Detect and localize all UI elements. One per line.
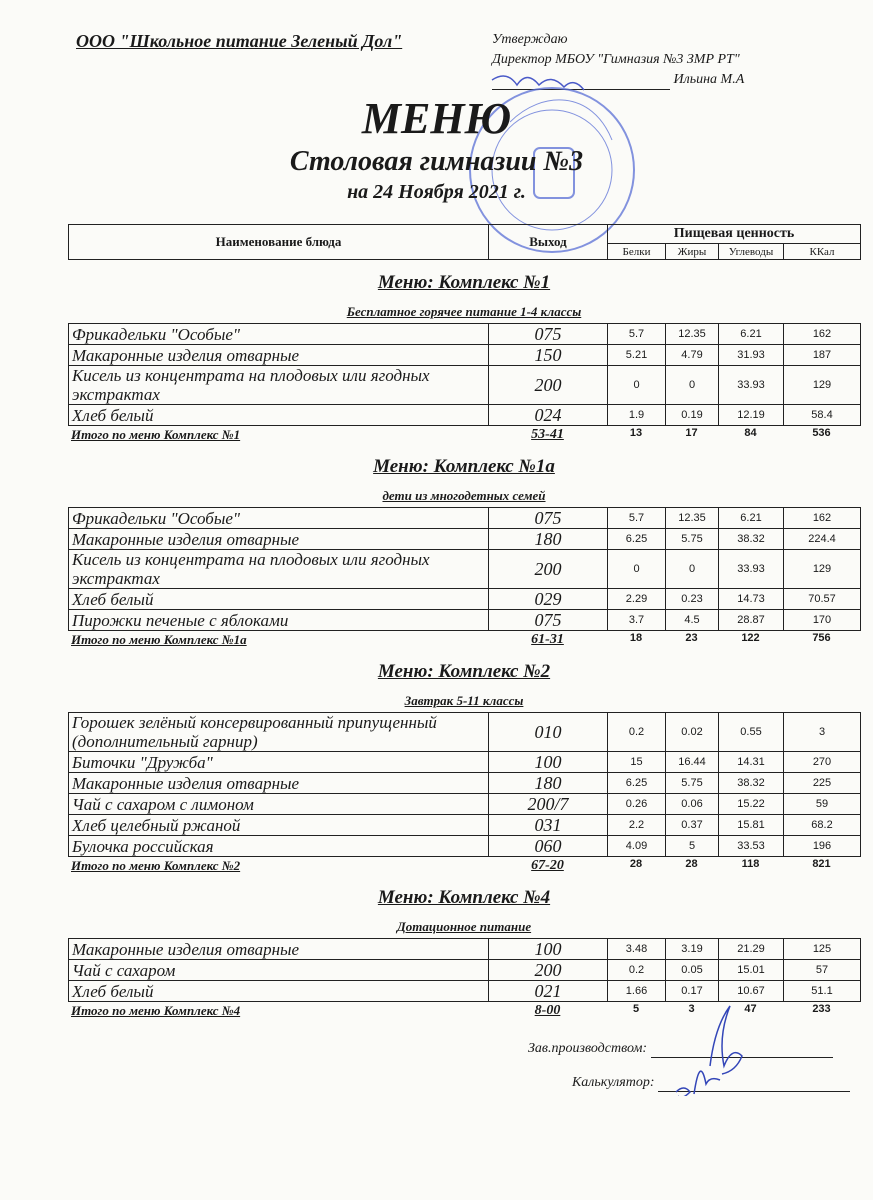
dish-output: 200 — [489, 366, 608, 405]
table-row — [69, 405, 861, 426]
dish-carbs: 38.32 — [719, 773, 784, 794]
total-protein: 18 — [629, 632, 643, 644]
approve-label: Утверждаю — [492, 32, 568, 47]
total-fat: 3 — [688, 1003, 695, 1015]
dish-name: Хлеб белый — [69, 589, 489, 610]
dish-name: Хлеб белый — [69, 981, 489, 1002]
dish-protein: 2.29 — [608, 589, 666, 610]
total-label: Итого по меню Комплекс №1 — [71, 427, 241, 442]
menu-table — [68, 507, 861, 631]
dish-output: 200 — [489, 960, 608, 981]
menu-table — [68, 323, 861, 426]
dish-name: Пирожки печеные с яблоками — [69, 610, 489, 631]
dish-fat: 4.5 — [666, 610, 719, 631]
dish-carbs: 0.55 — [719, 713, 784, 752]
dish-kcal: 125 — [784, 939, 861, 960]
dish-kcal: 225 — [784, 773, 861, 794]
table-row — [69, 345, 861, 366]
dish-kcal: 3 — [784, 713, 861, 752]
dish-protein: 4.09 — [608, 836, 666, 857]
dish-output: 060 — [489, 836, 608, 857]
dish-protein: 5.7 — [608, 324, 666, 345]
dish-carbs: 33.93 — [719, 550, 784, 589]
section-title: Меню: Комплекс №1а — [373, 456, 555, 477]
dish-protein: 0.26 — [608, 794, 666, 815]
dish-output: 200 — [489, 550, 608, 589]
total-price: 53-41 — [531, 427, 564, 442]
dish-kcal: 129 — [784, 550, 861, 589]
dish-fat: 0.17 — [666, 981, 719, 1002]
dish-kcal: 224.4 — [784, 529, 861, 550]
menu-content — [68, 224, 860, 1106]
dish-fat: 12.35 — [666, 508, 719, 529]
dish-protein: 0 — [608, 550, 666, 589]
dish-output: 075 — [489, 610, 608, 631]
section-total — [68, 426, 860, 444]
dish-output: 024 — [489, 405, 608, 426]
total-fat: 28 — [685, 858, 698, 870]
table-row — [69, 939, 861, 960]
dish-carbs: 38.32 — [719, 529, 784, 550]
section-title: Меню: Комплекс №4 — [377, 887, 551, 908]
dish-protein: 3.48 — [608, 939, 666, 960]
dish-name: Кисель из концентрата на плодовых или ягодных экстрактах — [69, 550, 489, 589]
dish-carbs: 15.22 — [719, 794, 784, 815]
signatures-footer — [68, 1036, 860, 1106]
dish-kcal: 70.57 — [784, 589, 861, 610]
dish-carbs: 15.01 — [719, 960, 784, 981]
dish-fat: 16.44 — [666, 752, 719, 773]
total-kcal: 821 — [812, 858, 831, 870]
dish-carbs: 28.87 — [719, 610, 784, 631]
dish-carbs: 6.21 — [719, 508, 784, 529]
dish-kcal: 170 — [784, 610, 861, 631]
menu-table — [68, 938, 861, 1002]
section-subtitle: дети из многодетных семей — [382, 488, 546, 503]
section-subtitle: Завтрак 5-11 классы — [404, 693, 524, 708]
dish-name: Фрикадельки "Особые" — [69, 324, 489, 345]
total-label: Итого по меню Комплекс №2 — [71, 858, 241, 873]
dish-protein: 0 — [608, 366, 666, 405]
dish-name: Биточки "Дружба" — [69, 752, 489, 773]
total-carbs: 118 — [741, 858, 760, 870]
total-price: 8-00 — [534, 1003, 561, 1018]
dish-output: 021 — [489, 981, 608, 1002]
dish-output: 150 — [489, 345, 608, 366]
table-row — [69, 773, 861, 794]
dish-fat: 3.19 — [666, 939, 719, 960]
total-fat: 23 — [685, 632, 698, 644]
total-label: Итого по меню Комплекс №4 — [71, 1003, 241, 1018]
dish-output: 029 — [489, 589, 608, 610]
total-row — [68, 857, 860, 875]
dish-output: 010 — [489, 713, 608, 752]
dish-name: Кисель из концентрата на плодовых или ягодных экстрактах — [69, 366, 489, 405]
total-row — [68, 426, 860, 444]
total-carbs: 122 — [741, 632, 760, 644]
dish-output: 075 — [489, 508, 608, 529]
dish-output: 180 — [489, 773, 608, 794]
total-kcal: 536 — [812, 427, 831, 439]
total-kcal: 233 — [812, 1003, 831, 1015]
dish-name: Булочка российская — [69, 836, 489, 857]
dish-fat: 5 — [666, 836, 719, 857]
column-nutrition-header: Пищевая ценность — [608, 225, 861, 244]
dish-kcal: 57 — [784, 960, 861, 981]
dish-protein: 5.7 — [608, 508, 666, 529]
dish-protein: 0.2 — [608, 713, 666, 752]
dish-fat: 12.35 — [666, 324, 719, 345]
dish-kcal: 68.2 — [784, 815, 861, 836]
approver-name: Ильина М.А — [673, 72, 745, 87]
page-title: МЕНЮ — [361, 94, 512, 143]
total-fat: 17 — [685, 427, 698, 439]
dish-protein: 6.25 — [608, 529, 666, 550]
table-row — [69, 508, 861, 529]
dish-name: Фрикадельки "Особые" — [69, 508, 489, 529]
dish-kcal: 59 — [784, 794, 861, 815]
dish-output: 200/7 — [489, 794, 608, 815]
table-row — [69, 752, 861, 773]
total-protein: 5 — [632, 1003, 640, 1015]
table-row — [69, 794, 861, 815]
dish-kcal: 129 — [784, 366, 861, 405]
dish-carbs: 33.93 — [719, 366, 784, 405]
dish-carbs: 21.29 — [719, 939, 784, 960]
section-total — [68, 857, 860, 875]
total-price: 61-31 — [531, 632, 564, 647]
dish-name: Горошек зелёный консервированный припущенный (дополнительный гарнир) — [69, 713, 489, 752]
dish-kcal: 162 — [784, 508, 861, 529]
dish-carbs: 10.67 — [719, 981, 784, 1002]
dish-output: 075 — [489, 324, 608, 345]
column-fat-header: Жиры — [666, 244, 719, 260]
table-row — [69, 713, 861, 752]
dish-kcal: 196 — [784, 836, 861, 857]
dish-carbs: 6.21 — [719, 324, 784, 345]
page-subtitle: Столовая гимназии №3 — [289, 146, 584, 177]
table-row — [69, 815, 861, 836]
dish-name: Макаронные изделия отварные — [69, 939, 489, 960]
dish-fat: 5.75 — [666, 773, 719, 794]
column-carbs-header: Углеводы — [719, 244, 784, 260]
menu-date: на 24 Ноября 2021 г. — [347, 181, 526, 203]
dish-kcal: 270 — [784, 752, 861, 773]
dish-name: Макаронные изделия отварные — [69, 773, 489, 794]
dish-fat: 0 — [666, 366, 719, 405]
column-header-table — [68, 224, 861, 260]
dish-fat: 0.06 — [666, 794, 719, 815]
dish-fat: 0.05 — [666, 960, 719, 981]
dish-name: Хлеб целебный ржаной — [69, 815, 489, 836]
table-row — [69, 836, 861, 857]
dish-name: Макаронные изделия отварные — [69, 345, 489, 366]
dish-protein: 0.2 — [608, 960, 666, 981]
handwritten-signatures — [660, 996, 780, 1096]
total-protein: 13 — [629, 427, 643, 439]
section-total — [68, 631, 860, 649]
dish-kcal: 162 — [784, 324, 861, 345]
dish-fat: 4.79 — [666, 345, 719, 366]
column-kcal-header: ККал — [784, 244, 861, 260]
dish-protein: 3.7 — [608, 610, 666, 631]
dish-carbs: 33.53 — [719, 836, 784, 857]
table-row — [69, 366, 861, 405]
dish-name: Чай с сахаром с лимоном — [69, 794, 489, 815]
column-output-header: Выход — [489, 225, 608, 260]
total-kcal: 756 — [812, 632, 831, 644]
dish-fat: 0 — [666, 550, 719, 589]
section-title: Меню: Комплекс №1 — [377, 272, 551, 293]
dish-carbs: 31.93 — [719, 345, 784, 366]
dish-name: Чай с сахаром — [69, 960, 489, 981]
dish-output: 100 — [489, 939, 608, 960]
total-label: Итого по меню Комплекс №1а — [71, 632, 247, 647]
dish-kcal: 51.1 — [784, 981, 861, 1002]
dish-name: Макаронные изделия отварные — [69, 529, 489, 550]
table-row — [69, 960, 861, 981]
table-row — [69, 589, 861, 610]
dish-fat: 5.75 — [666, 529, 719, 550]
dish-carbs: 14.73 — [719, 589, 784, 610]
dish-carbs: 15.81 — [719, 815, 784, 836]
total-carbs: 84 — [744, 427, 757, 439]
menu-table — [68, 712, 861, 857]
organization-name: ООО "Школьное питание Зеленый Дол" — [76, 31, 403, 51]
menu-sections — [68, 272, 860, 1020]
dish-fat: 0.37 — [666, 815, 719, 836]
dish-protein: 15 — [608, 752, 666, 773]
dish-protein: 6.25 — [608, 773, 666, 794]
dish-protein: 1.66 — [608, 981, 666, 1002]
column-protein-header: Белки — [608, 244, 666, 260]
section-subtitle: Дотационное питание — [396, 919, 532, 934]
table-row — [69, 324, 861, 345]
dish-kcal: 187 — [784, 345, 861, 366]
dish-carbs: 12.19 — [719, 405, 784, 426]
total-protein: 28 — [629, 858, 643, 870]
dish-protein: 1.9 — [608, 405, 666, 426]
table-row — [69, 550, 861, 589]
production-head-label: Зав.производством: — [528, 1041, 648, 1056]
dish-fat: 0.02 — [666, 713, 719, 752]
total-price: 67-20 — [531, 858, 564, 873]
dish-carbs: 14.31 — [719, 752, 784, 773]
dish-protein: 5.21 — [608, 345, 666, 366]
dish-fat: 0.23 — [666, 589, 719, 610]
dish-protein: 2.2 — [608, 815, 666, 836]
dish-output: 180 — [489, 529, 608, 550]
dish-fat: 0.19 — [666, 405, 719, 426]
total-carbs: 47 — [744, 1003, 757, 1015]
column-name-header: Наименование блюда — [69, 225, 489, 260]
total-row — [68, 631, 860, 649]
dish-output: 031 — [489, 815, 608, 836]
dish-kcal: 58.4 — [784, 405, 861, 426]
dish-name: Хлеб белый — [69, 405, 489, 426]
section-subtitle: Бесплатное горячее питание 1-4 классы — [346, 304, 582, 319]
dish-output: 100 — [489, 752, 608, 773]
calculator-label: Калькулятор: — [572, 1075, 655, 1090]
table-row — [69, 529, 861, 550]
table-row — [69, 610, 861, 631]
section-title: Меню: Комплекс №2 — [377, 661, 551, 682]
approver-position: Директор МБОУ "Гимназия №3 ЗМР РТ" — [492, 52, 740, 67]
